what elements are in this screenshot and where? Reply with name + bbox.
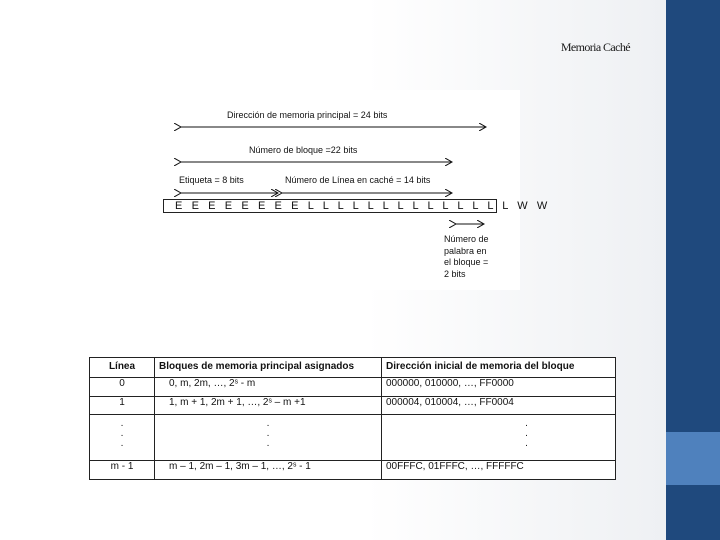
word-label-line: palabra en <box>444 245 487 256</box>
dot: · <box>524 430 529 442</box>
header-address: Dirección inicial de memoria del bloque <box>382 358 616 378</box>
word-label-line: el bloque = <box>444 257 489 267</box>
label-full-address: Dirección de memoria principal = 24 bits <box>227 110 388 120</box>
address-word-box: E E E E E E E E L L L L L L L L L L L L L L W W <box>163 199 497 213</box>
dot: · <box>524 440 529 452</box>
word-label-line: 2 bits <box>444 268 466 279</box>
cell-line-dots <box>90 415 155 461</box>
table-header-row <box>90 358 616 378</box>
dot: · <box>120 440 124 452</box>
cell-line: 0 <box>90 377 155 396</box>
word-label-line: Número de <box>444 234 489 244</box>
header-line: Línea <box>90 358 155 378</box>
dot: · <box>266 440 270 452</box>
word-label <box>444 234 489 280</box>
slide-title: Memoria Caché <box>560 40 630 54</box>
dot: · <box>266 420 270 432</box>
cell-blocks-dots <box>155 415 382 461</box>
label-block-number: Número de bloque =22 bits <box>249 145 358 155</box>
cell-blocks: 1, m + 1, 2m + 1, …, 2ˢ – m +1 <box>155 396 382 415</box>
label-line-number: Número de Línea en caché = 14 bits <box>285 175 431 185</box>
dot: · <box>120 430 124 442</box>
cell-blocks: 0, m, 2m, …, 2ˢ - m <box>155 377 382 396</box>
label-tag: Etiqueta = 8 bits <box>179 175 244 185</box>
dot: · <box>524 420 529 432</box>
cell-blocks: m – 1, 2m – 1, 3m – 1, …, 2ˢ - 1 <box>155 461 382 480</box>
cell-line: m - 1 <box>90 461 155 480</box>
table-row <box>90 461 616 480</box>
mapping-table <box>89 357 616 480</box>
table-row-ellipsis <box>90 415 616 461</box>
cell-address-dots <box>382 415 616 461</box>
cell-address: 00FFFC, 01FFFC, …, FFFFFC <box>382 461 616 480</box>
cell-address: 000000, 010000, …, FF0000 <box>382 377 616 396</box>
cell-line: 1 <box>90 396 155 415</box>
cell-address: 000004, 010004, …, FF0004 <box>382 396 616 415</box>
dot: · <box>120 420 124 432</box>
table-row <box>90 377 616 396</box>
dot: · <box>266 430 270 442</box>
table-row <box>90 396 616 415</box>
header-blocks: Bloques de memoria principal asignados <box>155 358 382 378</box>
